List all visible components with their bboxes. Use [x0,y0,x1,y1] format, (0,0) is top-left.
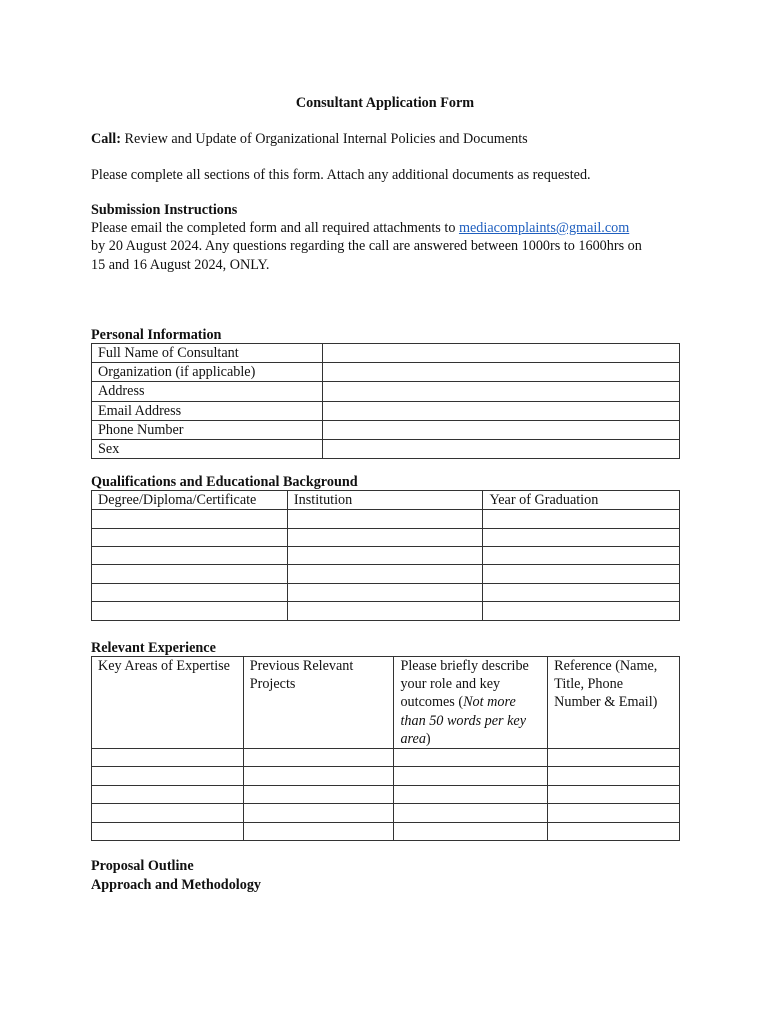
table-cell[interactable] [394,804,548,822]
column-header: Reference (Name, Title, Phone Number & Email) [548,657,680,749]
table-row [92,401,680,420]
table-row [92,382,680,401]
column-header [394,657,548,749]
table-cell[interactable] [92,804,244,822]
table-cell[interactable] [287,546,483,564]
table-cell[interactable] [394,749,548,767]
table-cell[interactable] [483,565,680,583]
qualifications-table [91,490,680,621]
table-row [92,546,680,564]
table-cell[interactable] [483,546,680,564]
table-cell[interactable] [548,804,680,822]
table-cell[interactable] [394,785,548,803]
submission-heading: Submission Instructions [91,202,238,218]
table-row [92,583,680,601]
row-label: Organization (if applicable) [92,363,323,382]
table-row [92,804,680,822]
personal-heading: Personal Information [91,327,222,343]
table-cell[interactable] [243,749,394,767]
table-cell[interactable] [548,785,680,803]
table-row [92,510,680,528]
row-label: Sex [92,440,323,459]
table-cell[interactable] [243,822,394,840]
call-text: Review and Update of Organizational Internal Policies and Documents [120,131,528,147]
row-value[interactable] [322,420,679,439]
table-row [92,785,680,803]
row-value[interactable] [322,401,679,420]
table-row [92,565,680,583]
call-line [91,130,681,148]
table-row [92,344,680,363]
table-cell[interactable] [92,565,288,583]
intro-text: Please complete all sections of this form. Attach any additional documents as requested. [91,167,591,183]
table-row [92,602,680,620]
column-header-text-end: ) [425,730,431,747]
table-cell[interactable] [92,767,244,785]
row-value[interactable] [322,440,679,459]
table-cell[interactable] [287,602,483,620]
row-value[interactable] [322,344,679,363]
table-cell[interactable] [483,528,680,546]
submission-text: Please email the completed form and all required attachments to [91,220,459,236]
column-header-emphasis: Not more than 50 words per key area [400,694,527,747]
column-header-text: Please briefly describe your role and key outcomes ( [400,658,529,711]
table-cell[interactable] [287,528,483,546]
email-link[interactable]: mediacomplaints@gmail.com [458,220,630,236]
table-header-row [92,657,680,749]
table-cell[interactable] [92,822,244,840]
table-cell[interactable] [92,510,288,528]
table-cell[interactable] [287,565,483,583]
column-header: Previous Relevant Projects [243,657,394,749]
table-cell[interactable] [243,767,394,785]
row-label: Address [92,382,323,401]
page-title: Consultant Application Form [295,95,475,111]
table-cell[interactable] [92,528,288,546]
row-value[interactable] [322,382,679,401]
row-value[interactable] [322,363,679,382]
table-cell[interactable] [394,767,548,785]
table-cell[interactable] [287,510,483,528]
table-cell[interactable] [394,822,548,840]
table-cell[interactable] [483,510,680,528]
proposal-heading: Proposal Outline [91,858,194,874]
call-label: Call: [91,131,121,147]
table-cell[interactable] [548,749,680,767]
table-cell[interactable] [92,602,288,620]
table-row [92,440,680,459]
table-row [92,528,680,546]
table-cell[interactable] [243,804,394,822]
table-cell[interactable] [92,583,288,601]
table-cell[interactable] [548,822,680,840]
table-cell[interactable] [92,546,288,564]
approach-heading: Approach and Methodology [91,877,262,893]
experience-table [91,656,680,841]
submission-line-3: 15 and 16 August 2024, ONLY. [91,257,270,273]
submission-line-1 [91,219,681,237]
column-header: Key Areas of Expertise [92,657,244,749]
experience-heading: Relevant Experience [91,640,216,656]
column-header: Year of Graduation [483,491,680,510]
table-row [92,749,680,767]
table-cell[interactable] [548,767,680,785]
table-cell[interactable] [92,749,244,767]
row-label: Full Name of Consultant [92,344,323,363]
qualifications-heading: Qualifications and Educational Background [91,474,358,490]
table-row [92,420,680,439]
column-header: Institution [287,491,483,510]
table-row [92,767,680,785]
table-cell[interactable] [92,785,244,803]
table-row [92,363,680,382]
row-label: Phone Number [92,420,323,439]
column-header: Degree/Diploma/Certificate [92,491,288,510]
table-header-row [92,491,680,510]
table-cell[interactable] [243,785,394,803]
table-row [92,822,680,840]
table-cell[interactable] [287,583,483,601]
submission-line-2: by 20 August 2024. Any questions regarding the call are answered between 1000rs to 1600hrs on [91,238,642,254]
row-label: Email Address [92,401,323,420]
table-cell[interactable] [483,583,680,601]
table-cell[interactable] [483,602,680,620]
personal-info-table [91,343,680,459]
